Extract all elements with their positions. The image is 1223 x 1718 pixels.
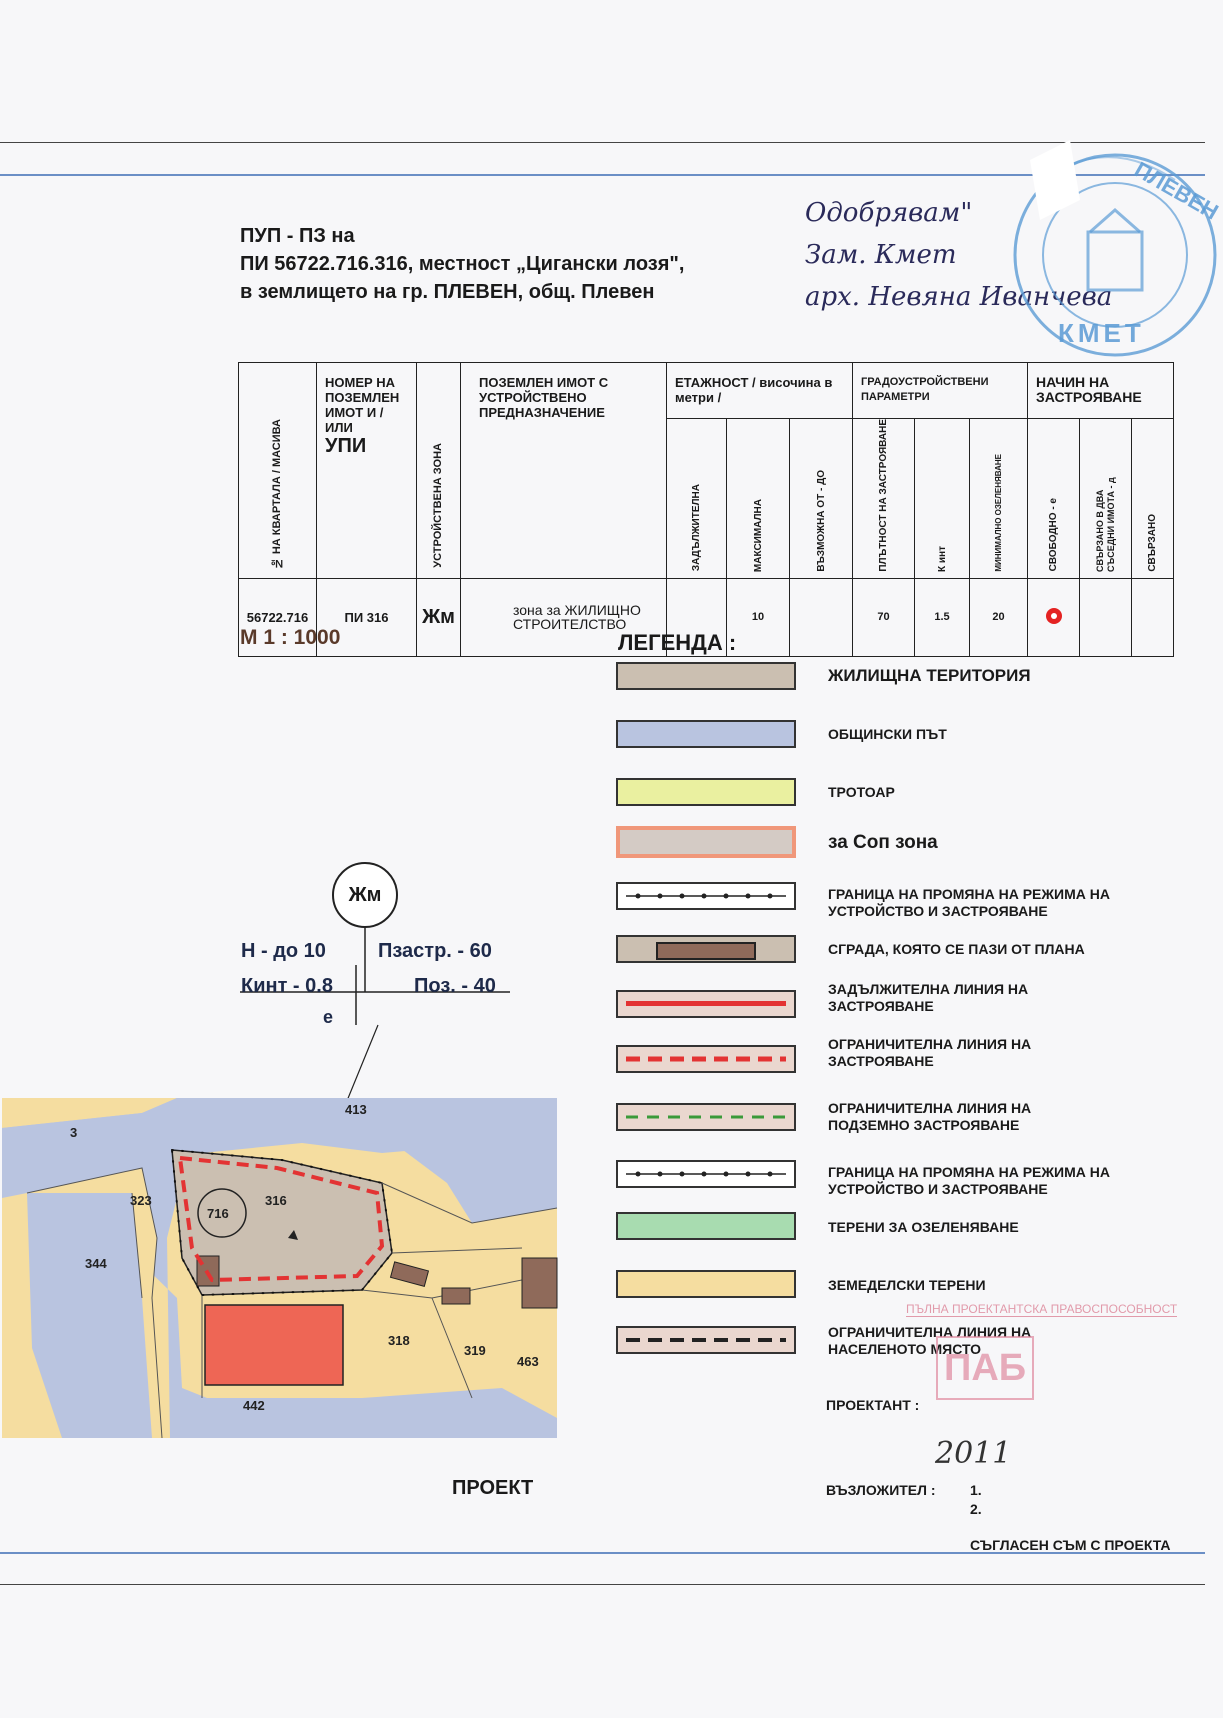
- zone-height: Н - до 10: [241, 940, 326, 962]
- legend-label-residential: ЖИЛИЩНА ТЕРИТОРИЯ: [828, 666, 1031, 685]
- sub-kint: К инт: [915, 419, 970, 579]
- stamp-text: КМЕТ: [1058, 318, 1145, 348]
- legend-label-road: ОБЩИНСКИ ПЪТ: [828, 726, 947, 742]
- cell-ozel: 20: [970, 578, 1028, 656]
- header-zona: УСТРОЙСТВЕНА ЗОНА: [417, 363, 461, 579]
- quarter-716: 716: [207, 1206, 229, 1221]
- cell-svob: [1028, 578, 1080, 656]
- parcel-442: 442: [243, 1398, 265, 1413]
- sub-svurz2: СВЪРЗАНО В ДВА СЪСЕДНИ ИМОТА - д: [1080, 419, 1132, 579]
- parcel-318: 318: [388, 1333, 410, 1348]
- approval-line-2: Зам. Кмет: [805, 240, 957, 270]
- header-kvartal: № НА КВАРТАЛА / МАСИВА: [239, 363, 317, 579]
- header-parametri: ГРАДОУСТРОЙСТВЕНИ ПАРАМЕТРИ: [853, 363, 1028, 419]
- parcel-316: 316: [265, 1193, 287, 1208]
- legend-swatch-limit-line: [616, 1045, 796, 1073]
- client-label: ВЪЗЛОЖИТЕЛ :: [826, 1482, 936, 1498]
- cell-max: 10: [727, 578, 790, 656]
- legend-label-mandatory-line: ЗАДЪЛЖИТЕЛНА ЛИНИЯ НА ЗАСТРОЯВАНЕ: [828, 981, 1029, 1014]
- legend-swatch-boundary-2: [616, 1160, 796, 1188]
- title-line-3: в землището на гр. ПЛЕВЕН, общ. Плевен: [240, 281, 655, 303]
- scale-label: М 1 : 1000: [240, 626, 341, 649]
- cell-naznachenie: зона за ЖИЛИЩНО СТРОИТЕЛСТВО: [461, 578, 667, 656]
- legend-swatch-road: [616, 720, 796, 748]
- designer-signature: 2011: [935, 1436, 1012, 1471]
- legend-title: ЛЕГЕНДА :: [618, 630, 737, 655]
- cell-vuz: [790, 578, 853, 656]
- designer-label: ПРОЕКТАНТ :: [826, 1397, 920, 1413]
- sub-plutnost: ПЛЪТНОСТ НА ЗАСТРОЯВАНЕ: [853, 419, 915, 579]
- parcel-413: 413: [345, 1102, 367, 1117]
- header-nomer: НОМЕР НА ПОЗЕМЛЕН ИМОТ И / ИЛИ УПИ: [317, 363, 417, 579]
- legend-swatch-kept-building: [616, 935, 796, 963]
- legend-label-agri: ЗЕМЕДЕЛСКИ ТЕРЕНИ: [828, 1277, 986, 1293]
- sub-svurz: СВЪРЗАНО: [1132, 419, 1174, 579]
- legend-label-limit-line: ОГРАНИЧИТЕЛНА ЛИНИЯ НА ЗАСТРОЯВАНЕ: [828, 1036, 1032, 1069]
- sub-max: МАКСИМАЛНА: [727, 419, 790, 579]
- stamp-arc-text: ПЛЕВЕН: [1130, 156, 1223, 225]
- parcel-3: 3: [70, 1125, 78, 1140]
- legend-label-sop: за Соп зона: [828, 832, 938, 853]
- header-etajnost: ЕТАЖНОСТ / височина в метри /: [667, 363, 853, 419]
- designer-stamp-logo: ПАБ: [936, 1336, 1034, 1400]
- bottom-frame-line: [0, 1584, 1205, 1585]
- title-line-1: ПУП - ПЗ на: [240, 225, 355, 247]
- legend-swatch-sidewalk: [616, 778, 796, 806]
- cell-svurz: [1132, 578, 1174, 656]
- legend-swatch-settlement-line: [616, 1326, 796, 1354]
- cell-plutnost: 70: [853, 578, 915, 656]
- cell-imot: ПИ 316: [317, 578, 417, 656]
- zone-poz: Поз. - 40: [414, 975, 496, 997]
- header-imot: ПОЗЕМЛЕН ИМОТ С УСТРОЙСТВЕНО ПРЕДНАЗНАЧЕНИЕ: [461, 363, 667, 579]
- zone-kint: Кинт - 0.8: [241, 975, 333, 997]
- parcel-344: 344: [85, 1256, 107, 1271]
- zone-circle-label: Жм: [348, 884, 382, 906]
- selected-mode-marker-icon: [1046, 608, 1062, 624]
- header-nachin: НАЧИН НА ЗАСТРОЯВАНЕ: [1028, 363, 1174, 419]
- legend-swatch-mandatory-line: [616, 990, 796, 1018]
- client-item-2: 2.: [970, 1501, 982, 1517]
- legend-swatch-boundary: [616, 882, 796, 910]
- legend-swatch-green: [616, 1212, 796, 1240]
- legend-label-sidewalk: ТРОТОАР: [828, 784, 895, 800]
- cell-kvartal: 56722.716: [239, 578, 317, 656]
- sub-zad: ЗАДЪЛЖИТЕЛНА: [667, 419, 727, 579]
- zone-pzastr: Пзастр. - 60: [378, 940, 492, 962]
- parameters-table: [238, 362, 1174, 657]
- approval-line-1: Одобрявам": [805, 198, 973, 228]
- client-item-1: 1.: [970, 1482, 982, 1498]
- approval-line-3: арх. Невяна Иванчева: [805, 282, 1113, 312]
- legend-label-boundary-2: ГРАНИЦА НА ПРОМЯНА НА РЕЖИМА НА УСТРОЙСТВО И ЗАСТРОЯВАНЕ: [828, 1164, 1110, 1197]
- parcel-319: 319: [464, 1343, 486, 1358]
- cell-svurz2: [1080, 578, 1132, 656]
- sub-ozel: МИНИМАЛНО ОЗЕЛЕНЯВАНЕ: [970, 419, 1028, 579]
- designer-stamp-text: ПЪЛНА ПРОЕКТАНТСКА ПРАВОСПОСОБНОСТ: [906, 1302, 1178, 1316]
- legend-label-kept-building: СГРАДА, КОЯТО СЕ ПАЗИ ОТ ПЛАНА: [828, 941, 1085, 957]
- legend-swatch-residential: [616, 662, 796, 690]
- legend-swatch-sop: [616, 826, 796, 858]
- sub-vuz: ВЪЗМОЖНА ОТ - ДО: [790, 419, 853, 579]
- sub-svob: СВОБОДНО - е: [1028, 419, 1080, 579]
- parcel-323: 323: [130, 1193, 152, 1208]
- legend-label-green: ТЕРЕНИ ЗА ОЗЕЛЕНЯВАНЕ: [828, 1219, 1019, 1235]
- agreed-label: СЪГЛАСЕН СЪМ С ПРОЕКТА: [970, 1537, 1171, 1553]
- document-title: [240, 222, 684, 306]
- title-line-2: ПИ 56722.716.316, местност „Цигански лозя",: [240, 253, 685, 275]
- project-label: ПРОЕКТ: [452, 1477, 534, 1499]
- zone-mode: е: [323, 1007, 334, 1027]
- parcel-463: 463: [517, 1354, 539, 1369]
- legend-swatch-underground-line: [616, 1103, 796, 1131]
- cell-kint: 1.5: [915, 578, 970, 656]
- legend-label-boundary: ГРАНИЦА НА ПРОМЯНА НА РЕЖИМА НА УСТРОЙСТВО И ЗАСТРОЯВАНЕ: [828, 886, 1110, 919]
- cell-zona: Жм: [417, 578, 461, 656]
- legend-swatch-agri: [616, 1270, 796, 1298]
- legend-label-settlement-line: ОГРАНИЧИТЕЛНА ЛИНИЯ НА НАСЕЛЕНОТО МЯСТО: [828, 1324, 1032, 1357]
- legend-label-underground-line: ОГРАНИЧИТЕЛНА ЛИНИЯ НА ПОДЗЕМНО ЗАСТРОЯВАНЕ: [828, 1100, 1032, 1133]
